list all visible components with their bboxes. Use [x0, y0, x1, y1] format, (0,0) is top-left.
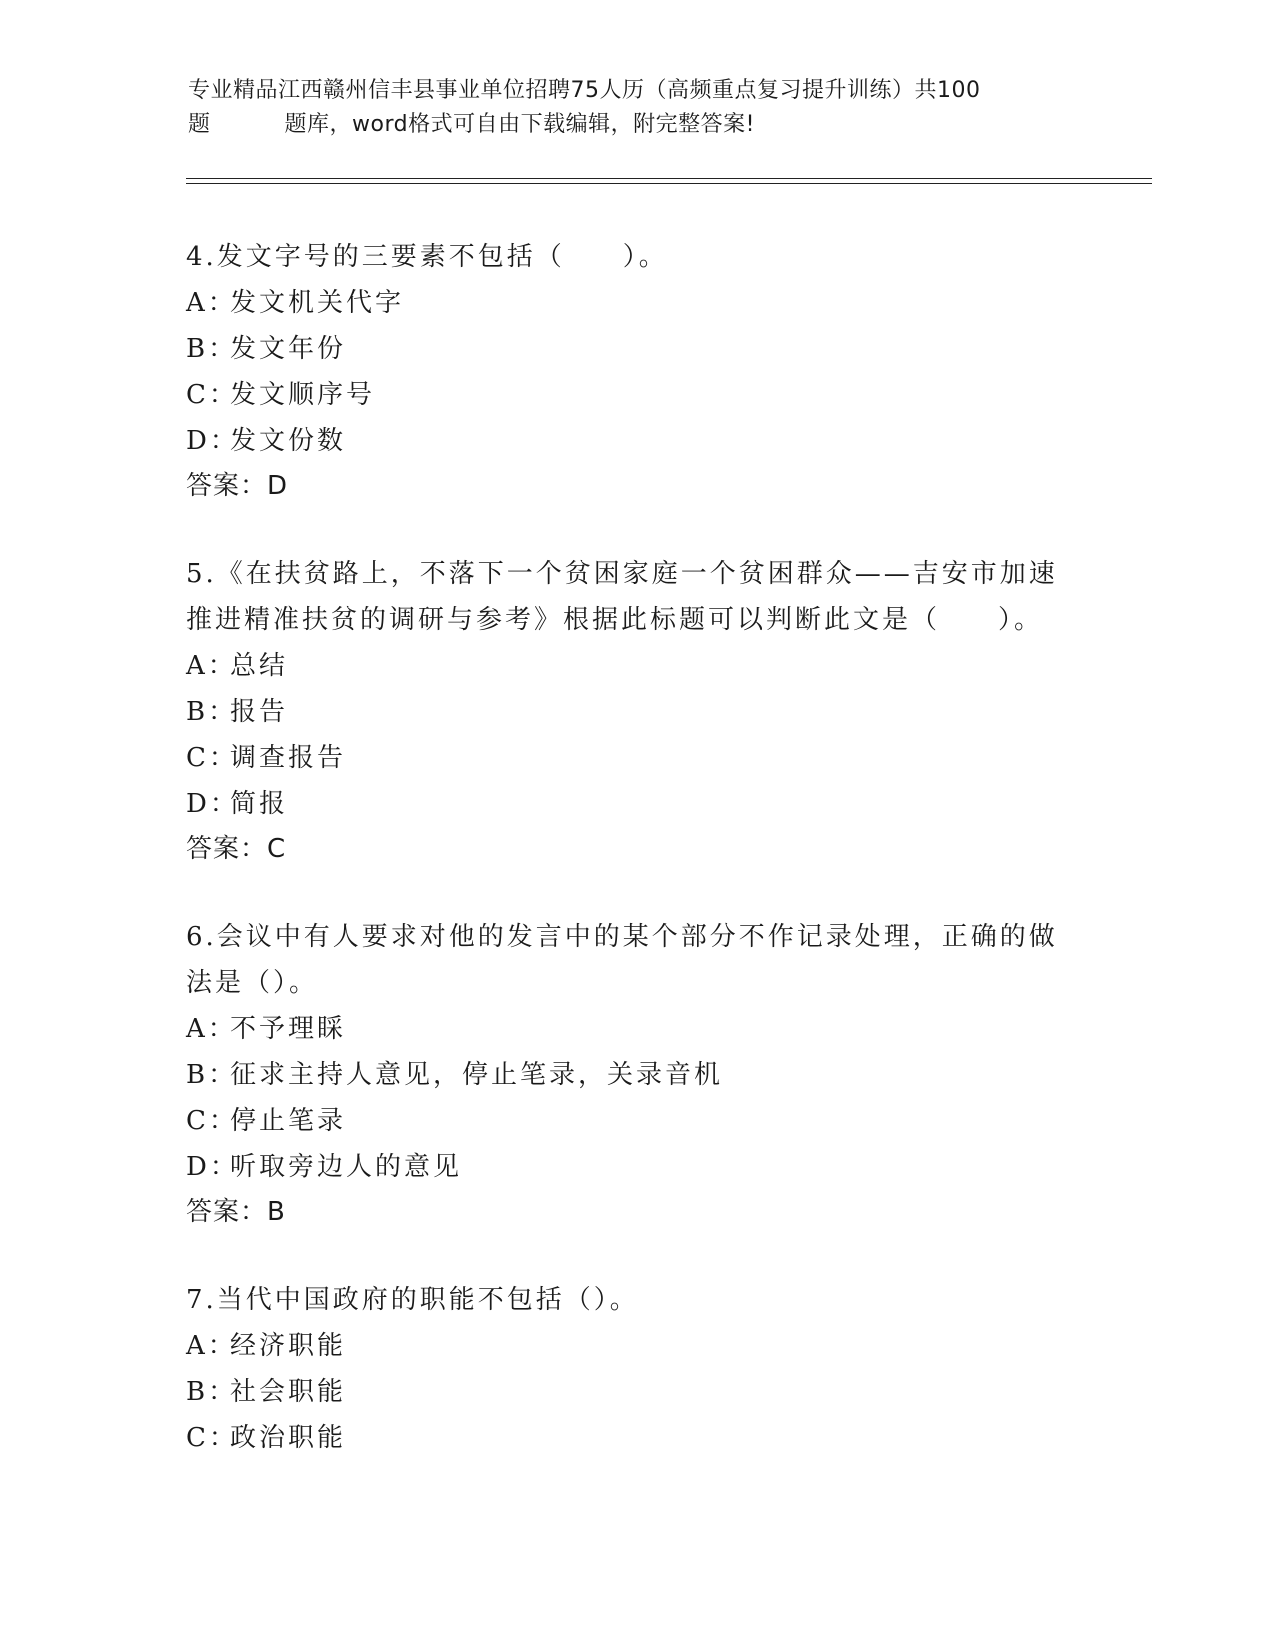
option-key: C：: [186, 380, 238, 410]
option-text: 发文机关代字: [230, 288, 405, 318]
option-key: B：: [186, 334, 238, 364]
answer-option: [186, 1323, 1086, 1369]
option-key: C：: [186, 1423, 238, 1453]
header-title-line-2: [188, 108, 1068, 142]
question-stem-line: 法是（）。: [186, 968, 319, 998]
answer-option: [186, 1369, 1086, 1415]
answer-option: [186, 1098, 1086, 1144]
question-stem-line: 6.会议中有人要求对他的发言中的某个部分不作记录处理，正确的做: [186, 922, 1058, 952]
option-key: A：: [186, 651, 237, 681]
option-key: B：: [186, 1377, 238, 1407]
option-text: 政治职能: [230, 1423, 347, 1453]
answer-option: [186, 280, 1086, 326]
question-block: [186, 914, 1086, 1234]
answer-option: [186, 689, 1086, 735]
option-key: C：: [186, 1106, 238, 1136]
question-block: [186, 1277, 1086, 1461]
answer-option: [186, 418, 1086, 464]
answer-option: [186, 1415, 1086, 1461]
question-stem-line: 7.当代中国政府的职能不包括（）。: [186, 1285, 639, 1315]
option-text: 征求主持人意见，停止笔录，关录音机: [230, 1060, 724, 1090]
question-block: [186, 551, 1086, 871]
document-header: [188, 74, 1068, 142]
option-key: D：: [186, 1152, 239, 1182]
option-key: A：: [186, 1331, 237, 1361]
question-block: [186, 234, 1086, 508]
option-text: 发文顺序号: [230, 380, 376, 410]
question-stem-line: 推进精准扶贫的调研与参考》根据此标题可以判断此文是（ ）。: [186, 605, 1044, 635]
answer-option: [186, 326, 1086, 372]
answer-option: [186, 1052, 1086, 1098]
header-title-line-2-right: 题库，word格式可自由下载编辑，附完整答案!: [284, 112, 755, 137]
answer-option: [186, 372, 1086, 418]
answer-option: [186, 781, 1086, 827]
option-text: 简报: [230, 789, 289, 819]
header-title-line-2-left: 题: [188, 112, 211, 137]
option-text: 调查报告: [230, 743, 347, 773]
answer-option: [186, 1144, 1086, 1190]
header-title-line-1: 专业精品江西赣州信丰县事业单位招聘75人历（高频重点复习提升训练）共100: [188, 78, 981, 103]
option-text: 停止笔录: [230, 1106, 347, 1136]
question-stem-line: 5.《在扶贫路上，不落下一个贫困家庭一个贫困群众——吉安市加速: [186, 559, 1058, 589]
header-divider-top: [186, 178, 1152, 179]
answer-key: 答案：D: [186, 471, 289, 501]
option-key: D：: [186, 789, 239, 819]
question-list: [186, 234, 1086, 1504]
option-key: A：: [186, 1014, 237, 1044]
option-key: B：: [186, 697, 238, 727]
option-text: 发文份数: [230, 426, 347, 456]
option-text: 社会职能: [230, 1377, 347, 1407]
option-text: 不予理睬: [230, 1014, 347, 1044]
question-stem-line: 4.发文字号的三要素不包括（ ）。: [186, 242, 668, 272]
option-text: 报告: [230, 697, 289, 727]
answer-option: [186, 735, 1086, 781]
answer-key: 答案：B: [186, 1197, 286, 1227]
header-divider-bottom: [186, 183, 1152, 184]
answer-option: [186, 1006, 1086, 1052]
answer-option: [186, 643, 1086, 689]
option-text: 发文年份: [230, 334, 347, 364]
option-key: D：: [186, 426, 239, 456]
option-key: B：: [186, 1060, 238, 1090]
option-key: A：: [186, 288, 237, 318]
option-key: C：: [186, 743, 238, 773]
option-text: 总结: [230, 651, 289, 681]
option-text: 听取旁边人的意见: [230, 1152, 463, 1182]
option-text: 经济职能: [230, 1331, 347, 1361]
answer-key: 答案：C: [186, 834, 287, 864]
